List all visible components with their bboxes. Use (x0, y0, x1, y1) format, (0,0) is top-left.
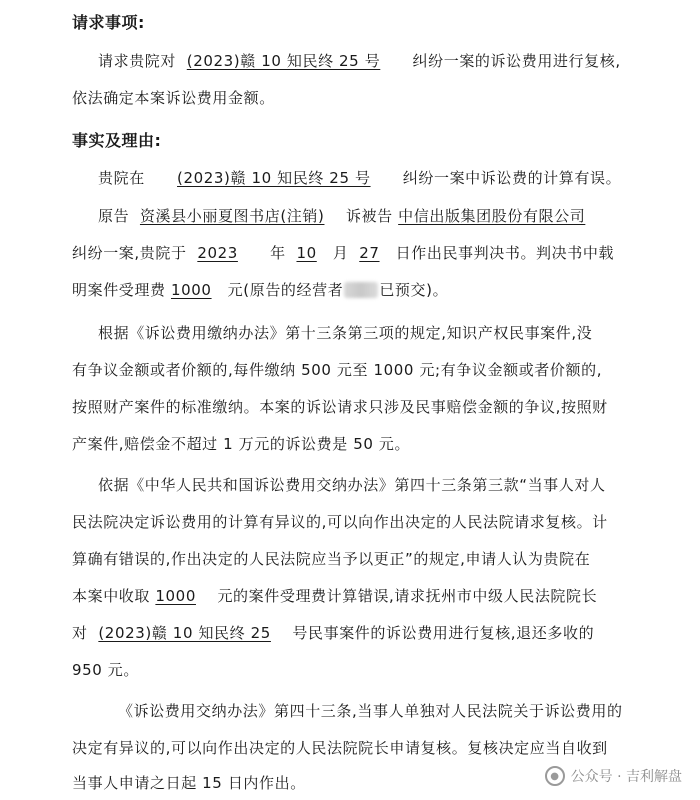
text: 请求贵院对 (98, 52, 177, 70)
watermark (545, 766, 682, 786)
request-line-2: 依法确定本案诉讼费用金额。 (72, 89, 275, 107)
text: 明案件受理费 (72, 281, 166, 299)
law-line-1: 依据《中华人民共和国诉讼费用交纳办法》第四十三条第三款“当事人对人 (98, 476, 606, 494)
judgment-month: 10 (296, 244, 317, 262)
text: 年 (270, 244, 286, 262)
law-line-4 (72, 585, 597, 606)
facts-line-2 (98, 205, 585, 226)
wechat-official-account-icon: ● (545, 766, 565, 786)
facts-line-3 (72, 242, 614, 263)
text: 贵院在 (98, 169, 145, 187)
plaintiff-name: 资溪县小丽夏图书店(注销) (139, 207, 325, 225)
judgment-day: 27 (359, 244, 380, 262)
facts-line-1 (98, 167, 621, 188)
acceptance-fee: 1000 (170, 281, 212, 299)
judgment-year: 2023 (197, 244, 238, 262)
law-line-6: 950 元。 (72, 661, 139, 679)
rule-line-2: 决定有异议的,可以向作出决定的人民法院院长申请复核。复核决定应当自收到 (72, 739, 608, 757)
basis-line-3: 按照财产案件的标准缴纳。本案的诉讼请求只涉及民事赔偿金额的争议,按照财 (72, 398, 608, 416)
request-heading: 请求事项: (72, 13, 145, 32)
rule-line-3: 当事人申请之日起 15 日内作出。 (72, 774, 306, 792)
rule-line-1: 《诉讼费用交纳办法》第四十三条,当事人单独对人民法院关于诉讼费用的 (118, 702, 623, 720)
case-number: (2023)赣 10 知民终 25 号 (186, 52, 381, 70)
basis-line-1: 根据《诉讼费用缴纳办法》第十三条第三项的规定,知识产权民事案件,没 (98, 324, 593, 342)
text: 元(原告的经营者 (227, 281, 344, 299)
text: 已预交)。 (379, 281, 449, 299)
defendant-name: 中信出版集团股份有限公司 (398, 207, 586, 225)
text: 纠纷一案中诉讼费的计算有误。 (402, 169, 622, 187)
law-line-5 (72, 622, 594, 643)
text: 月 (332, 244, 349, 262)
law-line-2: 民法院决定诉讼费用的计算有异议的,可以向作出决定的人民法院请求复核。计 (72, 513, 608, 531)
basis-line-4: 产案件,赔偿金不超过 1 万元的诉讼费是 50 元。 (72, 435, 411, 453)
text: 纠纷一案,贵院于 (72, 244, 187, 262)
redacted-name (344, 282, 378, 298)
text: 纠纷一案的诉讼费用进行复核, (412, 52, 621, 70)
basis-line-2: 有争议金额或者价额的,每件缴纳 500 元至 1000 元;有争议金额或者价额的, (72, 361, 603, 379)
text: 号民事案件的诉讼费用进行复核,退还多收的 (292, 624, 595, 642)
watermark-text: 公众号 · 吉利解盘 (570, 769, 682, 785)
text: 日作出民事判决书。判决书中载 (395, 244, 615, 262)
text: 本案中收取 (72, 587, 151, 605)
request-line-1 (98, 50, 621, 71)
text: 诉被告 (345, 207, 393, 225)
text: 元的案件受理费计算错误,请求抚州市中级人民法院院长 (217, 587, 598, 605)
facts-heading: 事实及理由: (72, 131, 162, 150)
facts-line-4 (72, 279, 448, 300)
case-number: (2023)赣 10 知民终 25 (98, 624, 271, 642)
case-number: (2023)赣 10 知民终 25 号 (177, 169, 371, 187)
text: 原告 (98, 207, 130, 225)
law-line-3: 算确有错误的,作出决定的人民法院应当予以更正”的规定,申请人认为贵院在 (72, 550, 591, 568)
charged-fee: 1000 (155, 587, 196, 605)
text: 对 (72, 624, 88, 642)
